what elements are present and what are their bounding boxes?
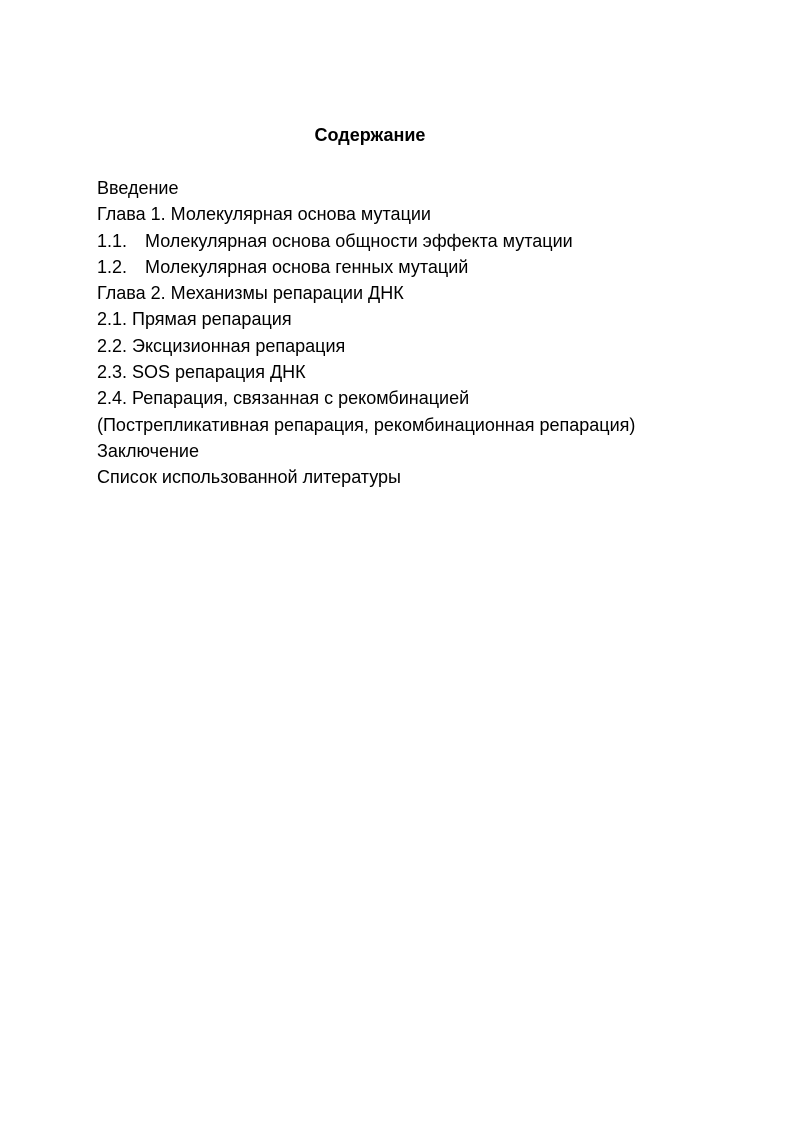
toc-item-conclusion	[97, 438, 757, 464]
toc-item-text: Молекулярная основа генных мутаций	[145, 256, 469, 277]
page-title: Содержание	[314, 125, 426, 145]
toc-item-chapter-1	[97, 201, 757, 227]
toc-item-chapter-2	[97, 280, 757, 306]
toc-item-section-1-2	[97, 254, 757, 280]
toc-item-section-2-3	[97, 359, 757, 385]
toc-item-references	[97, 464, 757, 490]
toc-item-text: Глава 1. Молекулярная основа мутации	[97, 204, 431, 225]
toc-item-section-2-4-continued	[97, 412, 757, 438]
toc-item-text: 2.3. SOS репарация ДНК	[97, 362, 306, 383]
toc-item-section-1-1	[97, 228, 757, 254]
toc-item-section-2-2	[97, 333, 757, 359]
toc-item-text: Введение	[97, 178, 179, 198]
toc-item-section-2-1	[97, 306, 757, 332]
toc-item-text: 2.4. Репарация, связанная с рекомбинацией	[97, 388, 470, 409]
toc-item-text: Глава 2. Механизмы репарации ДНК	[97, 283, 404, 304]
toc-item-text: Список использованной литературы	[97, 467, 401, 488]
toc-item-introduction	[97, 175, 757, 201]
table-of-contents	[97, 175, 757, 491]
toc-item-text: (Пострепликативная репарация, рекомбинационная репарация)	[97, 414, 636, 435]
toc-item-text: 2.2. Эксцизионная репарация	[97, 335, 346, 356]
toc-item-section-2-4	[97, 385, 757, 411]
toc-item-text: Заключение	[97, 440, 199, 461]
toc-item-text: Молекулярная основа общности эффекта мутации	[145, 230, 573, 251]
toc-item-text: 2.1. Прямая репарация	[97, 309, 292, 330]
toc-item-number: 1.1.	[97, 230, 128, 251]
toc-item-number: 1.2.	[97, 256, 128, 277]
